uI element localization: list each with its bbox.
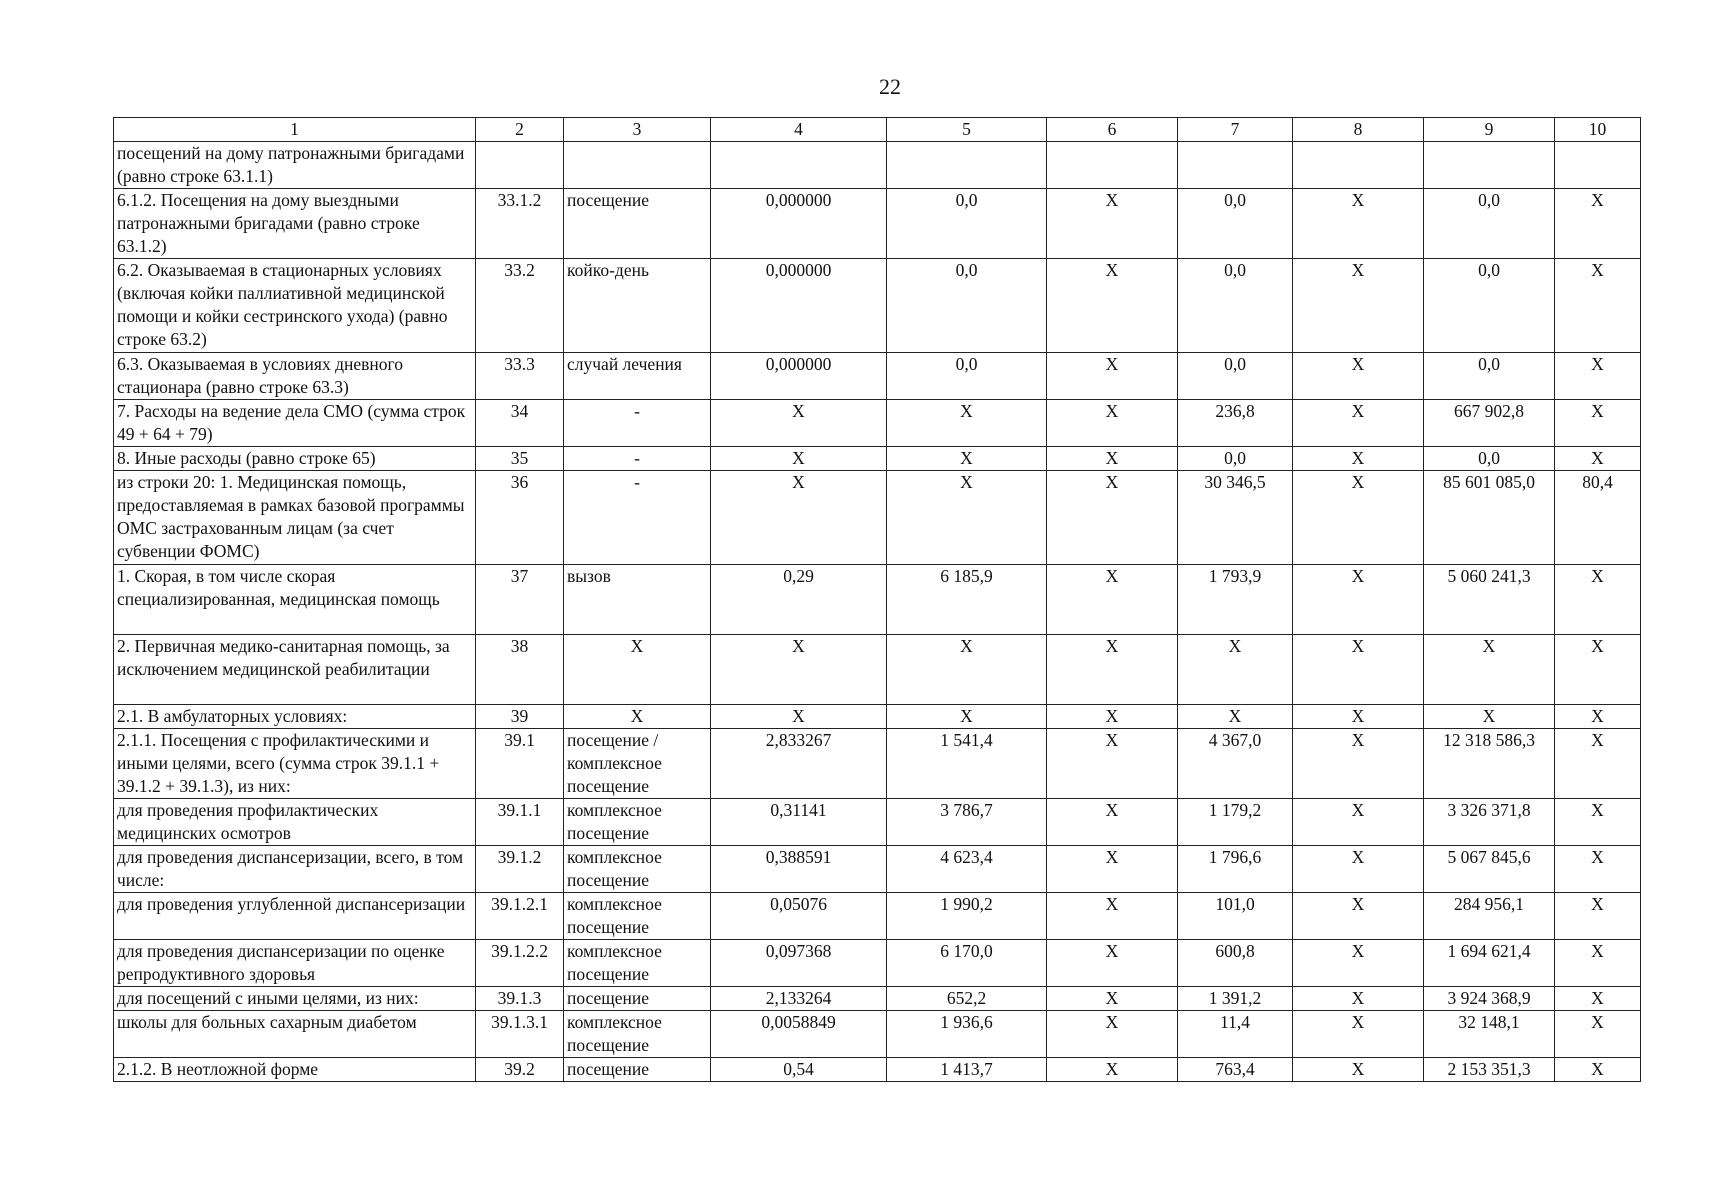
table-cell-col4: 0,29 xyxy=(711,565,887,635)
table-cell-col7: 0,0 xyxy=(1178,353,1293,400)
table-cell-col2: 39.1.2 xyxy=(476,846,564,893)
table-cell-col4: X xyxy=(711,471,887,565)
table-row xyxy=(114,447,1641,471)
table-cell-col7: 0,0 xyxy=(1178,189,1293,259)
table-cell-col5: X xyxy=(887,705,1047,729)
table-cell-col2: 35 xyxy=(476,447,564,471)
table-cell-col9: 0,0 xyxy=(1424,189,1555,259)
table-cell-col5: 1 413,7 xyxy=(887,1058,1047,1082)
table-cell-col8: X xyxy=(1293,400,1424,447)
table-cell-col5: 0,0 xyxy=(887,189,1047,259)
table-cell-col3: случай лечения xyxy=(564,353,711,400)
table-cell-col5: 0,0 xyxy=(887,259,1047,353)
table-cell-col3: комплексное посещение xyxy=(564,893,711,940)
table-row xyxy=(114,987,1641,1011)
table-cell-col3: комплексное посещение xyxy=(564,940,711,987)
table-cell-col8: X xyxy=(1293,705,1424,729)
table-cell-col6: X xyxy=(1047,940,1178,987)
table-cell-col6: X xyxy=(1047,353,1178,400)
table-cell-col1: для проведения углубленной диспансеризации xyxy=(114,893,476,940)
table-cell-col9: 5 067 845,6 xyxy=(1424,846,1555,893)
table-cell-col7: 4 367,0 xyxy=(1178,729,1293,799)
table-row xyxy=(114,1058,1641,1082)
table-cell-col5: 6 170,0 xyxy=(887,940,1047,987)
table-row xyxy=(114,705,1641,729)
table-cell-col8: X xyxy=(1293,987,1424,1011)
table-cell-col10: X xyxy=(1555,565,1641,635)
table-cell-col1: школы для больных сахарным диабетом xyxy=(114,1011,476,1058)
table-cell-col3: вызов xyxy=(564,565,711,635)
table-cell-col10: X xyxy=(1555,259,1641,353)
table-cell-col5: X xyxy=(887,400,1047,447)
table-cell-col4: X xyxy=(711,447,887,471)
table-cell-col5: 6 185,9 xyxy=(887,565,1047,635)
table-cell-col10: X xyxy=(1555,940,1641,987)
table-cell-col6: X xyxy=(1047,259,1178,353)
table-cell-col9: 1 694 621,4 xyxy=(1424,940,1555,987)
table-cell-col2: 37 xyxy=(476,565,564,635)
table-cell-col4: 0,05076 xyxy=(711,893,887,940)
table-cell-col1: 1. Скорая, в том числе скорая специализированная, медицинская помощь xyxy=(114,565,476,635)
table-cell-col5: 3 786,7 xyxy=(887,799,1047,846)
table-row xyxy=(114,189,1641,259)
table-cell-col4: 0,54 xyxy=(711,1058,887,1082)
table-cell-col6: X xyxy=(1047,1011,1178,1058)
table-cell-col2: 39.1.2.1 xyxy=(476,893,564,940)
table-cell-col5: 652,2 xyxy=(887,987,1047,1011)
table-cell-col3: комплексное посещение xyxy=(564,846,711,893)
table-cell-col6: X xyxy=(1047,799,1178,846)
table-cell-col10: X xyxy=(1555,799,1641,846)
table-cell-col2: 36 xyxy=(476,471,564,565)
table-cell-col2: 39.1.2.2 xyxy=(476,940,564,987)
table-cell-col10: X xyxy=(1555,447,1641,471)
table-cell-col6: X xyxy=(1047,565,1178,635)
table-cell-col9: 12 318 586,3 xyxy=(1424,729,1555,799)
table-cell-col4 xyxy=(711,142,887,189)
table-cell-col9: 0,0 xyxy=(1424,447,1555,471)
table-cell-col8: X xyxy=(1293,846,1424,893)
column-header-5: 5 xyxy=(887,118,1047,142)
table-cell-col1: 6.2. Оказываемая в стационарных условиях (включая койки паллиативной медицинской помощи и койки сестринского ухода) (равно строке 63.2) xyxy=(114,259,476,353)
table-cell-col7: X xyxy=(1178,705,1293,729)
table-cell-col1: для посещений с иными целями, из них: xyxy=(114,987,476,1011)
table-cell-col2: 39.1.1 xyxy=(476,799,564,846)
table-row xyxy=(114,259,1641,353)
table-cell-col4: 2,833267 xyxy=(711,729,887,799)
table-row xyxy=(114,799,1641,846)
table-cell-col4: 2,133264 xyxy=(711,987,887,1011)
table-cell-col10: X xyxy=(1555,705,1641,729)
table-cell-col9: 0,0 xyxy=(1424,259,1555,353)
table-cell-col4: 0,097368 xyxy=(711,940,887,987)
header-row xyxy=(114,118,1641,142)
table-row xyxy=(114,565,1641,635)
column-header-1: 1 xyxy=(114,118,476,142)
table-cell-col2: 33.3 xyxy=(476,353,564,400)
table-cell-col10: X xyxy=(1555,189,1641,259)
table-cell-col3: X xyxy=(564,635,711,705)
table-cell-col1: для проведения профилактических медицинских осмотров xyxy=(114,799,476,846)
table-cell-col4: X xyxy=(711,705,887,729)
table-cell-col8: X xyxy=(1293,940,1424,987)
table-cell-col9: 85 601 085,0 xyxy=(1424,471,1555,565)
table-row xyxy=(114,635,1641,705)
table-cell-col7: 30 346,5 xyxy=(1178,471,1293,565)
table-cell-col3: - xyxy=(564,471,711,565)
table-cell-col1: 8. Иные расходы (равно строке 65) xyxy=(114,447,476,471)
table-cell-col8: X xyxy=(1293,1058,1424,1082)
table-cell-col5: 0,0 xyxy=(887,353,1047,400)
table-cell-col7: 600,8 xyxy=(1178,940,1293,987)
table-cell-col6: X xyxy=(1047,893,1178,940)
table-cell-col8: X xyxy=(1293,471,1424,565)
page-number: 22 xyxy=(879,74,901,99)
table-cell-col6: X xyxy=(1047,1058,1178,1082)
table-cell-col1: 2.1. В амбулаторных условиях: xyxy=(114,705,476,729)
table-cell-col2: 39.2 xyxy=(476,1058,564,1082)
table-cell-col8: X xyxy=(1293,1011,1424,1058)
column-header-2: 2 xyxy=(476,118,564,142)
table-cell-col6: X xyxy=(1047,471,1178,565)
table-cell-col2: 33.2 xyxy=(476,259,564,353)
table-cell-col9: 284 956,1 xyxy=(1424,893,1555,940)
table-cell-col6: X xyxy=(1047,987,1178,1011)
table-cell-col10: X xyxy=(1555,1058,1641,1082)
table-cell-col5: X xyxy=(887,635,1047,705)
table-cell-col10: X xyxy=(1555,987,1641,1011)
table-cell-col8: X xyxy=(1293,635,1424,705)
table-cell-col7: 1 796,6 xyxy=(1178,846,1293,893)
table-cell-col8: X xyxy=(1293,447,1424,471)
table-cell-col8: X xyxy=(1293,189,1424,259)
table-cell-col9: 0,0 xyxy=(1424,353,1555,400)
table-cell-col4: 0,0058849 xyxy=(711,1011,887,1058)
table-cell-col9 xyxy=(1424,142,1555,189)
table-cell-col10: X xyxy=(1555,353,1641,400)
table-cell-col7 xyxy=(1178,142,1293,189)
table-cell-col10: X xyxy=(1555,729,1641,799)
table-cell-col6: X xyxy=(1047,447,1178,471)
table-cell-col5: 1 541,4 xyxy=(887,729,1047,799)
table-cell-col7: 11,4 xyxy=(1178,1011,1293,1058)
table-row xyxy=(114,893,1641,940)
table-cell-col5 xyxy=(887,142,1047,189)
table-cell-col10: X xyxy=(1555,846,1641,893)
table-cell-col7: 1 391,2 xyxy=(1178,987,1293,1011)
table-cell-col1: 7. Расходы на ведение дела СМО (сумма строк 49 + 64 + 79) xyxy=(114,400,476,447)
table-cell-col6: X xyxy=(1047,635,1178,705)
table-row xyxy=(114,400,1641,447)
table-cell-col8: X xyxy=(1293,353,1424,400)
table-cell-col6: X xyxy=(1047,846,1178,893)
table-cell-col1: 6.3. Оказываемая в условиях дневного стационара (равно строке 63.3) xyxy=(114,353,476,400)
table-cell-col6: X xyxy=(1047,705,1178,729)
table-cell-col7: 763,4 xyxy=(1178,1058,1293,1082)
table-cell-col1: 6.1.2. Посещения на дому выездными патронажными бригадами (равно строке 63.1.2) xyxy=(114,189,476,259)
table-cell-col5: 1 990,2 xyxy=(887,893,1047,940)
table-cell-col7: 101,0 xyxy=(1178,893,1293,940)
table-row xyxy=(114,729,1641,799)
table-cell-col8 xyxy=(1293,142,1424,189)
table-cell-col8: X xyxy=(1293,799,1424,846)
column-header-6: 6 xyxy=(1047,118,1178,142)
table-cell-col4: 0,000000 xyxy=(711,353,887,400)
table-cell-col9: 2 153 351,3 xyxy=(1424,1058,1555,1082)
table-cell-col3: комплексное посещение xyxy=(564,799,711,846)
table-cell-col7: 0,0 xyxy=(1178,259,1293,353)
table-cell-col6: X xyxy=(1047,729,1178,799)
table-cell-col2: 39 xyxy=(476,705,564,729)
table-cell-col8: X xyxy=(1293,729,1424,799)
table-cell-col4: 0,388591 xyxy=(711,846,887,893)
column-header-8: 8 xyxy=(1293,118,1424,142)
table-cell-col10: X xyxy=(1555,400,1641,447)
table-cell-col7: 1 793,9 xyxy=(1178,565,1293,635)
table-cell-col3: - xyxy=(564,447,711,471)
table-cell-col2 xyxy=(476,142,564,189)
table-cell-col3: посещение / комплексное посещение xyxy=(564,729,711,799)
table-cell-col5: 4 623,4 xyxy=(887,846,1047,893)
table-cell-col2: 39.1.3.1 xyxy=(476,1011,564,1058)
table-cell-col4: 0,000000 xyxy=(711,259,887,353)
table-cell-col9: 3 924 368,9 xyxy=(1424,987,1555,1011)
table-cell-col2: 33.1.2 xyxy=(476,189,564,259)
table-cell-col3: комплексное посещение xyxy=(564,1011,711,1058)
column-header-3: 3 xyxy=(564,118,711,142)
table-cell-col10: X xyxy=(1555,893,1641,940)
column-header-4: 4 xyxy=(711,118,887,142)
table-cell-col3: посещение xyxy=(564,987,711,1011)
table-cell-col7: 0,0 xyxy=(1178,447,1293,471)
table-cell-col9: 5 060 241,3 xyxy=(1424,565,1555,635)
table-cell-col1: посещений на дому патронажными бригадами (равно строке 63.1.1) xyxy=(114,142,476,189)
table-cell-col8: X xyxy=(1293,565,1424,635)
table-cell-col10: 80,4 xyxy=(1555,471,1641,565)
table-cell-col5: 1 936,6 xyxy=(887,1011,1047,1058)
table-row xyxy=(114,940,1641,987)
table-cell-col3: посещение xyxy=(564,1058,711,1082)
table-cell-col4: X xyxy=(711,635,887,705)
table-cell-col2: 38 xyxy=(476,635,564,705)
table-cell-col5: X xyxy=(887,447,1047,471)
table-cell-col4: 0,31141 xyxy=(711,799,887,846)
table-cell-col2: 39.1.3 xyxy=(476,987,564,1011)
table-row xyxy=(114,142,1641,189)
table-cell-col3: X xyxy=(564,705,711,729)
table-cell-col5: X xyxy=(887,471,1047,565)
table-cell-col3: - xyxy=(564,400,711,447)
table-cell-col9: 667 902,8 xyxy=(1424,400,1555,447)
table-cell-col9: 32 148,1 xyxy=(1424,1011,1555,1058)
table-cell-col2: 39.1 xyxy=(476,729,564,799)
table-cell-col1: 2.1.1. Посещения с профилактическими и иными целями, всего (сумма строк 39.1.1 + 39.1.2 + 39.1.3), из них: xyxy=(114,729,476,799)
table-cell-col1: из строки 20: 1. Медицинская помощь, предоставляемая в рамках базовой программы ОМС застрахованным лицам (за счет субвенции ФОМС) xyxy=(114,471,476,565)
table-row xyxy=(114,846,1641,893)
table-cell-col3: койко-день xyxy=(564,259,711,353)
table-cell-col7: X xyxy=(1178,635,1293,705)
table-cell-col3 xyxy=(564,142,711,189)
table-cell-col9: X xyxy=(1424,635,1555,705)
table-row xyxy=(114,471,1641,565)
column-header-9: 9 xyxy=(1424,118,1555,142)
table-cell-col10: X xyxy=(1555,635,1641,705)
table-cell-col1: для проведения диспансеризации по оценке репродуктивного здоровья xyxy=(114,940,476,987)
table-cell-col1: 2.1.2. В неотложной форме xyxy=(114,1058,476,1082)
column-header-10: 10 xyxy=(1555,118,1641,142)
table-cell-col10: X xyxy=(1555,1011,1641,1058)
table-row xyxy=(114,1011,1641,1058)
data-table xyxy=(113,117,1641,1082)
table-cell-col6: X xyxy=(1047,400,1178,447)
table-cell-col4: 0,000000 xyxy=(711,189,887,259)
table-cell-col4: X xyxy=(711,400,887,447)
table-cell-col1: для проведения диспансеризации, всего, в том числе: xyxy=(114,846,476,893)
table-cell-col2: 34 xyxy=(476,400,564,447)
table-cell-col6 xyxy=(1047,142,1178,189)
table-cell-col3: посещение xyxy=(564,189,711,259)
table-row xyxy=(114,353,1641,400)
column-header-7: 7 xyxy=(1178,118,1293,142)
table-cell-col9: X xyxy=(1424,705,1555,729)
table-cell-col6: X xyxy=(1047,189,1178,259)
table-cell-col9: 3 326 371,8 xyxy=(1424,799,1555,846)
table-cell-col8: X xyxy=(1293,259,1424,353)
table-cell-col8: X xyxy=(1293,893,1424,940)
table-cell-col7: 1 179,2 xyxy=(1178,799,1293,846)
table-cell-col10 xyxy=(1555,142,1641,189)
table-cell-col7: 236,8 xyxy=(1178,400,1293,447)
table-cell-col1: 2. Первичная медико-санитарная помощь, за исключением медицинской реабилитации xyxy=(114,635,476,705)
